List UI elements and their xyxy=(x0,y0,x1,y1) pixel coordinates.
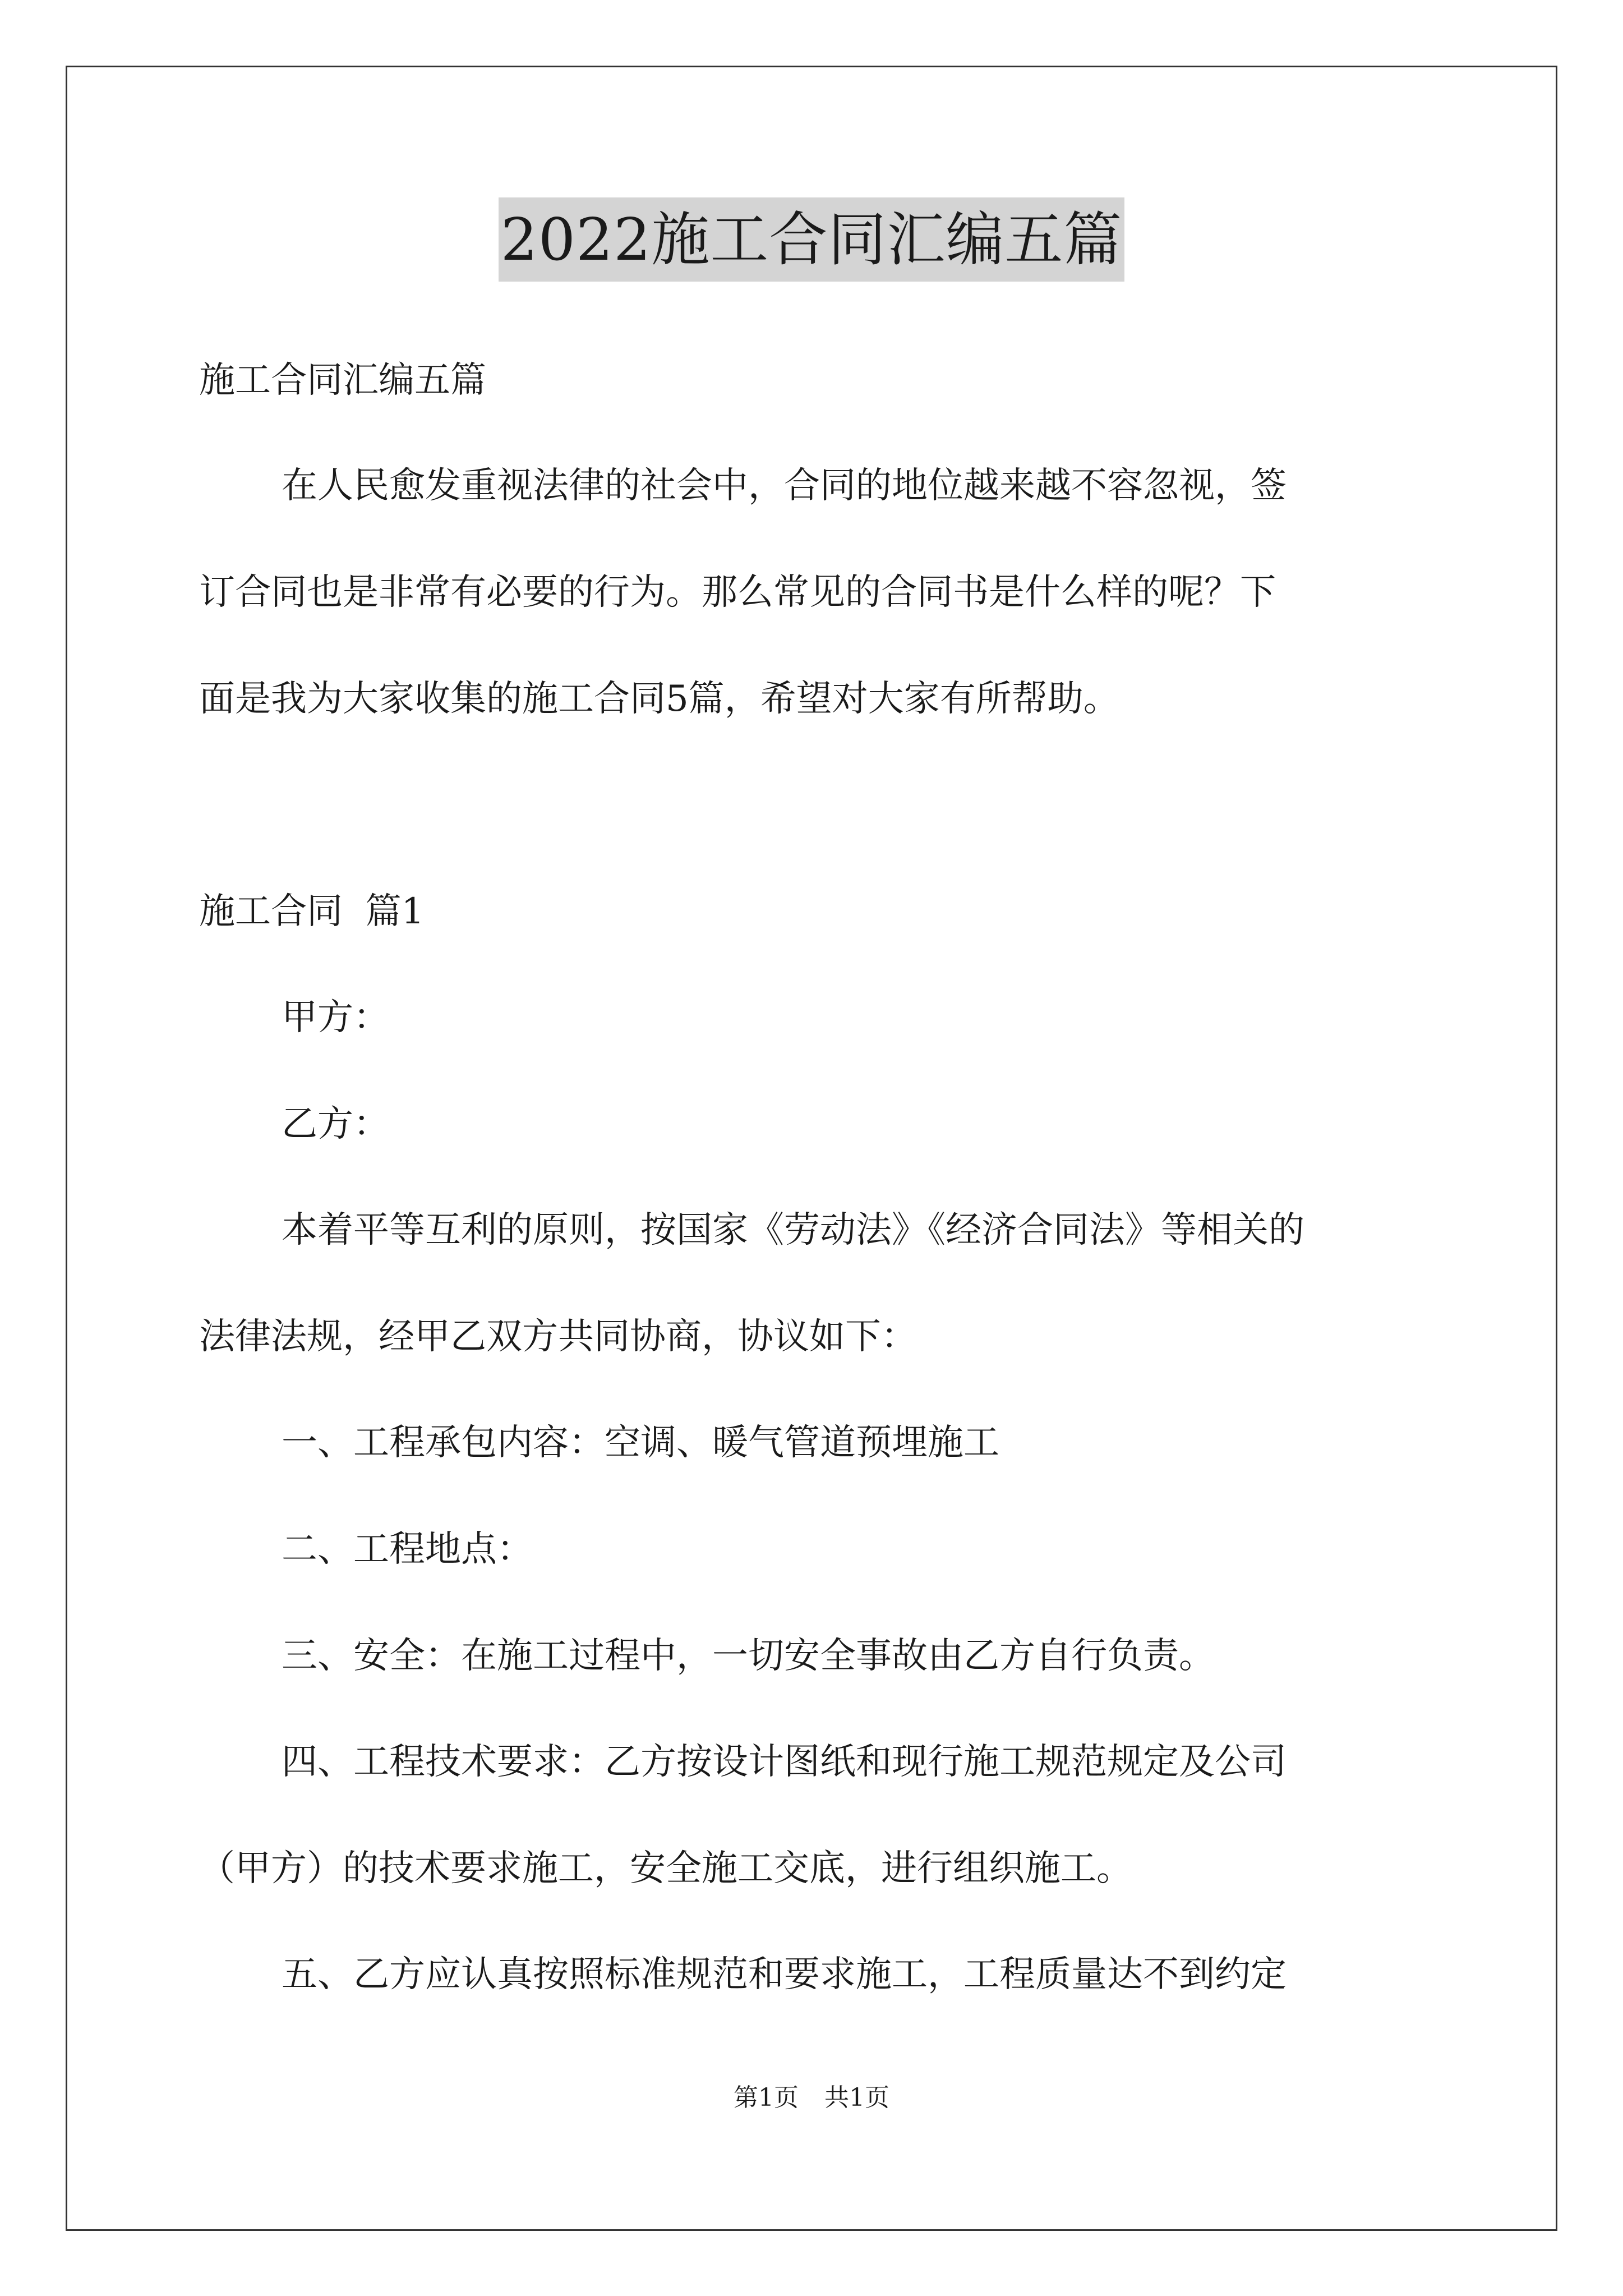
title-area xyxy=(0,197,1623,282)
document-title: 2022施工合同汇编五篇 xyxy=(499,197,1125,282)
section-heading: 施工合同 篇1 xyxy=(199,891,425,932)
party-a-label: 甲方： xyxy=(282,997,389,1038)
page-footer xyxy=(0,2081,1623,2115)
clause-1: 一、工程承包内容：空调、暖气管道预埋施工 xyxy=(282,1422,999,1464)
clause-2: 二、工程地点： xyxy=(282,1529,533,1570)
intro-line-2: 订合同也是非常有必要的行为。那么常见的合同书是什么样的呢？下 xyxy=(199,572,1276,613)
intro-line-3: 面是我为大家收集的施工合同5篇，希望对大家有所帮助。 xyxy=(199,678,1119,720)
page-total: 共1页 xyxy=(824,2083,889,2112)
clause-3: 三、安全：在施工过程中，一切安全事故由乙方自行负责。 xyxy=(282,1635,1215,1677)
intro-line-1: 在人民愈发重视法律的社会中，合同的地位越来越不容忽视，签 xyxy=(282,465,1287,507)
clause-4-line-2: （甲方）的技术要求施工，安全施工交底，进行组织施工。 xyxy=(199,1848,1132,1889)
subtitle: 施工合同汇编五篇 xyxy=(199,360,486,401)
principle-line-1: 本着平等互利的原则，按国家《劳动法》《经济合同法》等相关的 xyxy=(282,1209,1304,1251)
page-number: 第1页 xyxy=(734,2083,799,2112)
party-b-label: 乙方： xyxy=(282,1103,389,1145)
clause-5-line-1: 五、乙方应认真按照标准规范和要求施工，工程质量达不到约定 xyxy=(282,1954,1287,1995)
clause-4-line-1: 四、工程技术要求：乙方按设计图纸和现行施工规范规定及公司 xyxy=(282,1741,1287,1783)
principle-line-2: 法律法规，经甲乙双方共同协商，协议如下： xyxy=(199,1316,917,1358)
